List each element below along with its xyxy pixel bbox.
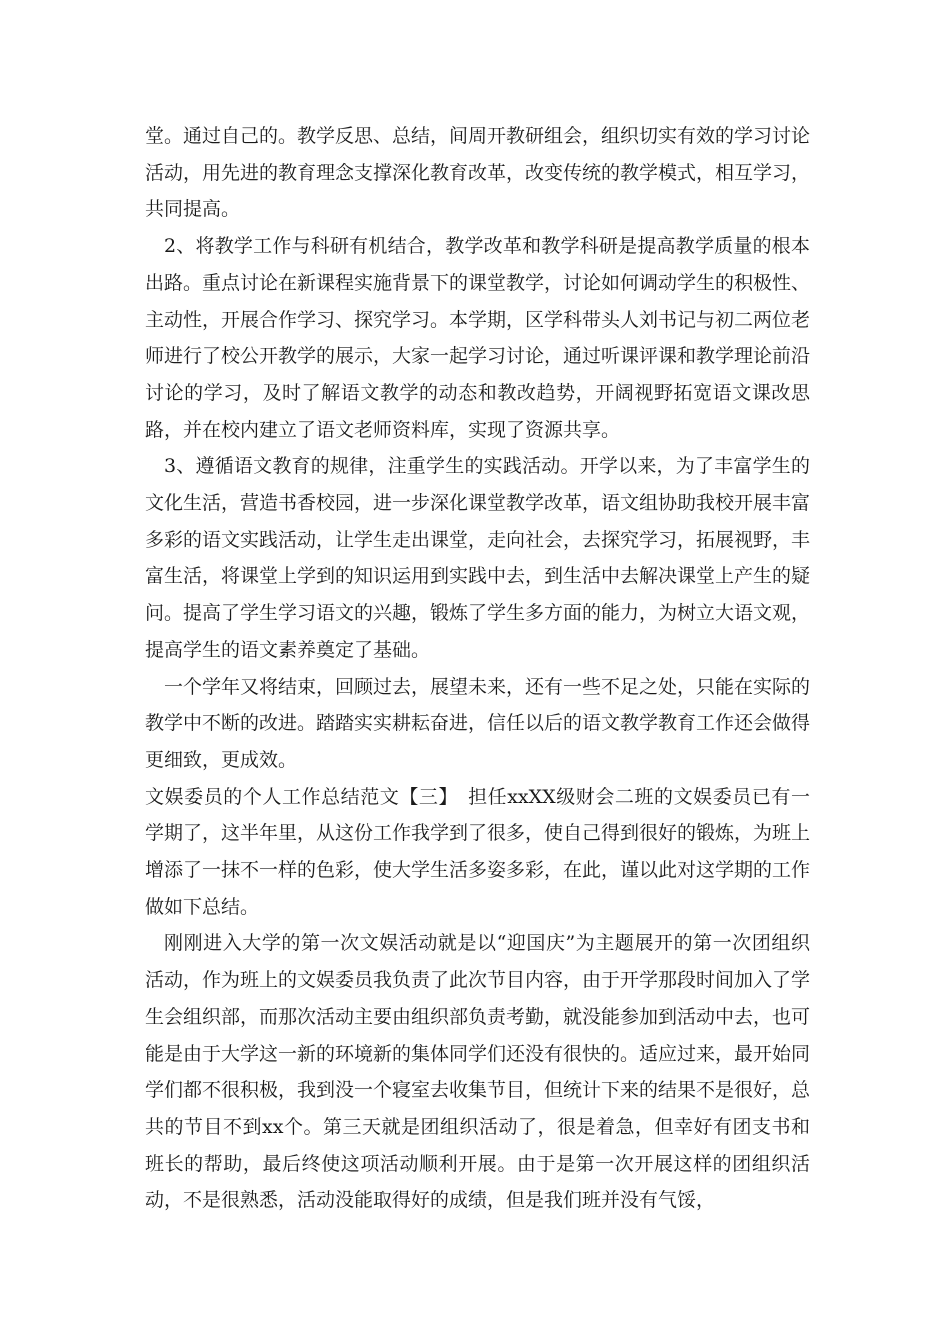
paragraph-5-section-heading: 文娱委员的个人工作总结范文【三】 担任xxXX级财会二班的文娱委员已有一学期了，这半年里，从这份工作我学到了很多，使自己得到很好的锻炼，为班上增添了一抹不一样的色彩，使大学生活多姿多彩，在此，谨以此对这学期的工作做如下总结。 xyxy=(145,785,811,918)
paragraph-1: 堂。通过自己的。教学反思、总结，间周开教研组会，组织切实有效的学习讨论活动，用先进的教育理念支撑深化教育改革，改变传统的教学模式，相互学习，共同提高。 xyxy=(145,125,811,221)
document-body xyxy=(145,118,810,1219)
paragraph-3: 3、遵循语文教育的规律，注重学生的实践活动。开学以来，为了丰富学生的文化生活，营造书香校园，进一步深化课堂教学改革，语文组协助我校开展丰富多彩的语文实践活动，让学生走出课堂，走向社会，去探究学习，拓展视野，丰富生活，将课堂上学到的知识运用到实践中去，到生活中去解决课堂上产生的疑问。提高了学生学习语文的兴趣，锻炼了学生多方面的能力，为树立大语文观，提高学生的语文素养奠定了基础。 xyxy=(145,455,811,661)
paragraph-6: 刚刚进入大学的第一次文娱活动就是以“迎国庆”为主题展开的第一次团组织活动，作为班上的文娱委员我负责了此次节目内容，由于开学那段时间加入了学生会组织部，而那次活动主要由组织部负责考勤，就没能参加到活动中去，也可能是由于大学这一新的环境新的集体同学们还没有很快的。适应过来，最开始同学们都不很积极，我到没一个寝室去收集节目，但统计下来的结果不是很好，总共的节目不到xx个。第三天就是团组织活动了，很是着急，但幸好有团支书和班长的帮助，最后终使这项活动顺利开展。由于是第一次开展这样的团组织活动，不是很熟悉，活动没能取得好的成绩，但是我们班并没有气馁， xyxy=(145,932,811,1212)
paragraph-4: 一个学年又将结束，回顾过去，展望未来，还有一些不足之处，只能在实际的教学中不断的改进。踏踏实实耕耘奋进，信任以后的语文教学教育工作还会做得更细致，更成效。 xyxy=(145,675,811,771)
paragraph-2: 2、将教学工作与科研有机结合，教学改革和教学科研是提高教学质量的根本出路。重点讨论在新课程实施背景下的课堂教学，讨论如何调动学生的积极性、主动性，开展合作学习、探究学习。本学期，区学科带头人刘书记与初二两位老师进行了校公开教学的展示，大家一起学习讨论，通过听课评课和教学理论前沿讨论的学习，及时了解语文教学的动态和教改趋势，开阔视野拓宽语文课改思路，并在校内建立了语文老师资料库，实现了资源共享。 xyxy=(145,235,811,441)
